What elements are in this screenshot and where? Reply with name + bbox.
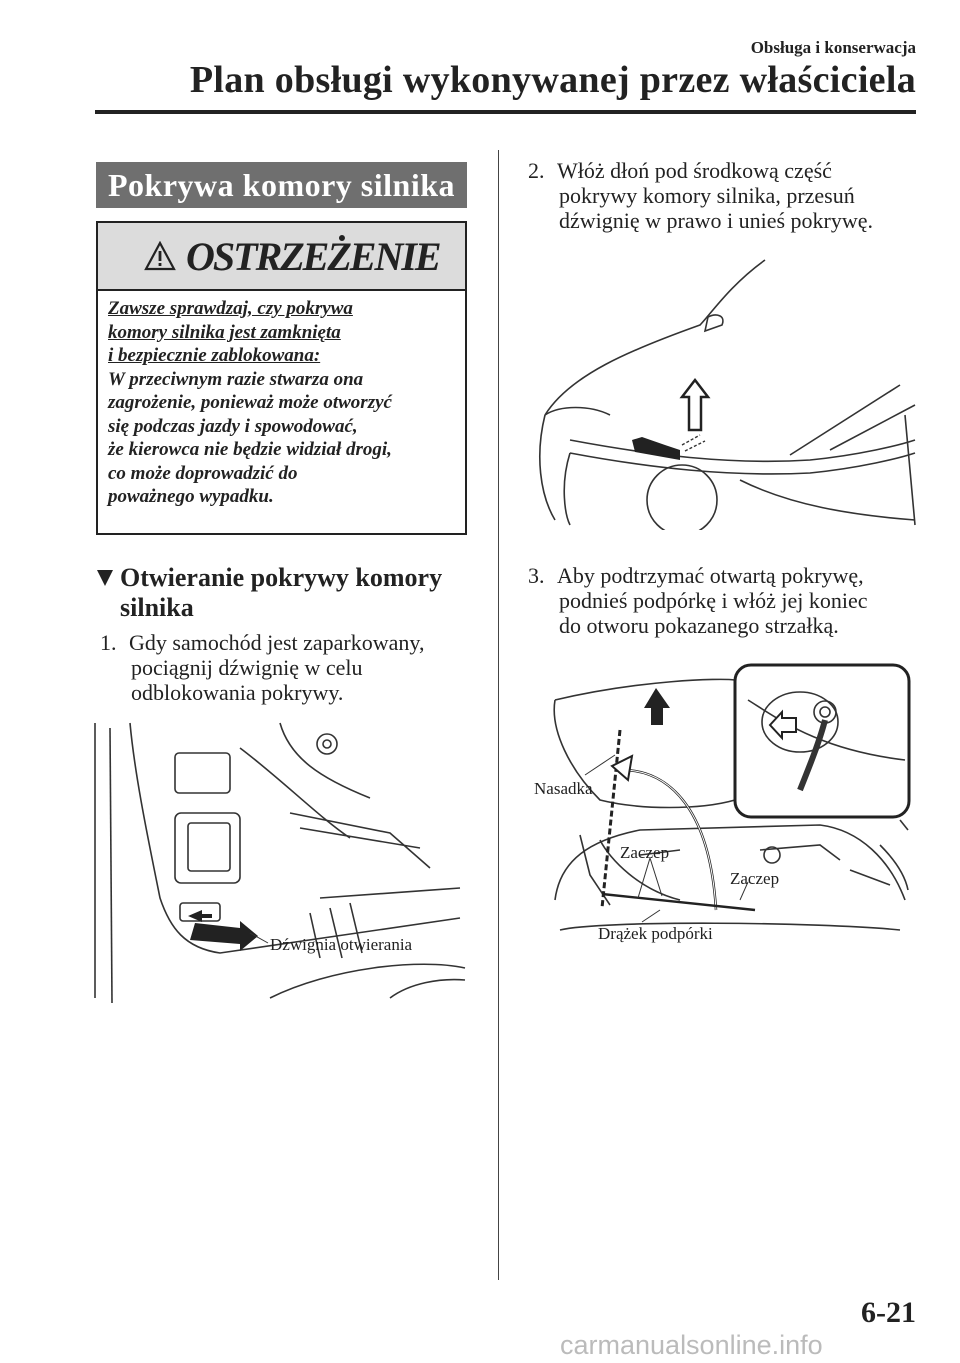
warning-line: się podczas jazdy i spowodować, (108, 415, 358, 437)
figure-hood-release-lever (90, 718, 470, 1008)
subsection-title-line: silnika (120, 593, 194, 622)
figure-hood-front (530, 255, 920, 530)
warning-line: poważnego wypadku. (108, 486, 274, 507)
chapter-title: Obsługa i konserwacja (750, 38, 916, 57)
page-number: 6-21 (861, 1296, 916, 1329)
step-number: 2. (528, 158, 545, 183)
zaczep-label-2: Zaczep (730, 869, 780, 888)
figure-prop-rod (520, 660, 915, 950)
lever-label: Dźwignia otwierania (270, 935, 413, 954)
warning-line: W przeciwnym razie stwarza ona (108, 368, 364, 390)
warning-line: zagrożenie, ponieważ może otworzyć (108, 392, 392, 413)
warning-line: co może doprowadzić do (108, 462, 298, 484)
step-line: do otworu pokazanego strzałką. (559, 613, 839, 638)
step-1 (100, 630, 500, 720)
nasadka-label: Nasadka (534, 779, 593, 798)
warning-header (98, 223, 465, 291)
warning-underlined-line: i bezpiecznie zablokowana: (108, 345, 321, 366)
step-line: dźwignię w prawo i unieś pokrywę. (559, 208, 874, 233)
step-number: 3. (528, 563, 545, 588)
column-divider (498, 150, 499, 1280)
step-line: odblokowania pokrywy. (131, 680, 344, 705)
step-line: podnieś podpórkę i włóż jej koniec (559, 588, 868, 613)
warning-text (108, 297, 463, 509)
zaczep-label-1: Zaczep (620, 843, 670, 862)
header-rule (95, 110, 916, 114)
warning-underlined-line: komory silnika jest zamknięta (108, 321, 341, 343)
warning-underlined-line: Zawsze sprawdzaj, czy pokrywa (108, 298, 353, 319)
warning-line: że kierowca nie będzie widział drogi, (108, 439, 392, 460)
watermark: carmanualsonline.info (560, 1330, 823, 1360)
step-line: Aby podtrzymać otwartą pokrywę, (557, 563, 864, 588)
warning-triangle-icon (144, 241, 176, 271)
prop-rod-label: Drążek podpórki (598, 924, 713, 943)
triangle-down-icon (96, 569, 114, 587)
step-3 (528, 563, 928, 653)
step-number: 1. (100, 630, 117, 655)
step-line: pociągnij dźwignię w celu (131, 655, 363, 680)
step-2 (528, 158, 928, 248)
page-title: Plan obsługi wykonywanej przez właściciela (189, 59, 916, 101)
step-line: pokrywy komory silnika, przesuń (559, 183, 855, 208)
step-line: Gdy samochód jest zaparkowany, (129, 630, 425, 655)
subsection-title-line: Otwieranie pokrywy komory (120, 563, 443, 592)
section-banner: Pokrywa komory silnika (96, 162, 467, 208)
warning-box (96, 221, 467, 535)
subsection-heading (96, 563, 442, 623)
warning-title: OSTRZEŻENIE (186, 234, 440, 279)
step-line: Włóż dłoń pod środkową część (557, 158, 832, 183)
